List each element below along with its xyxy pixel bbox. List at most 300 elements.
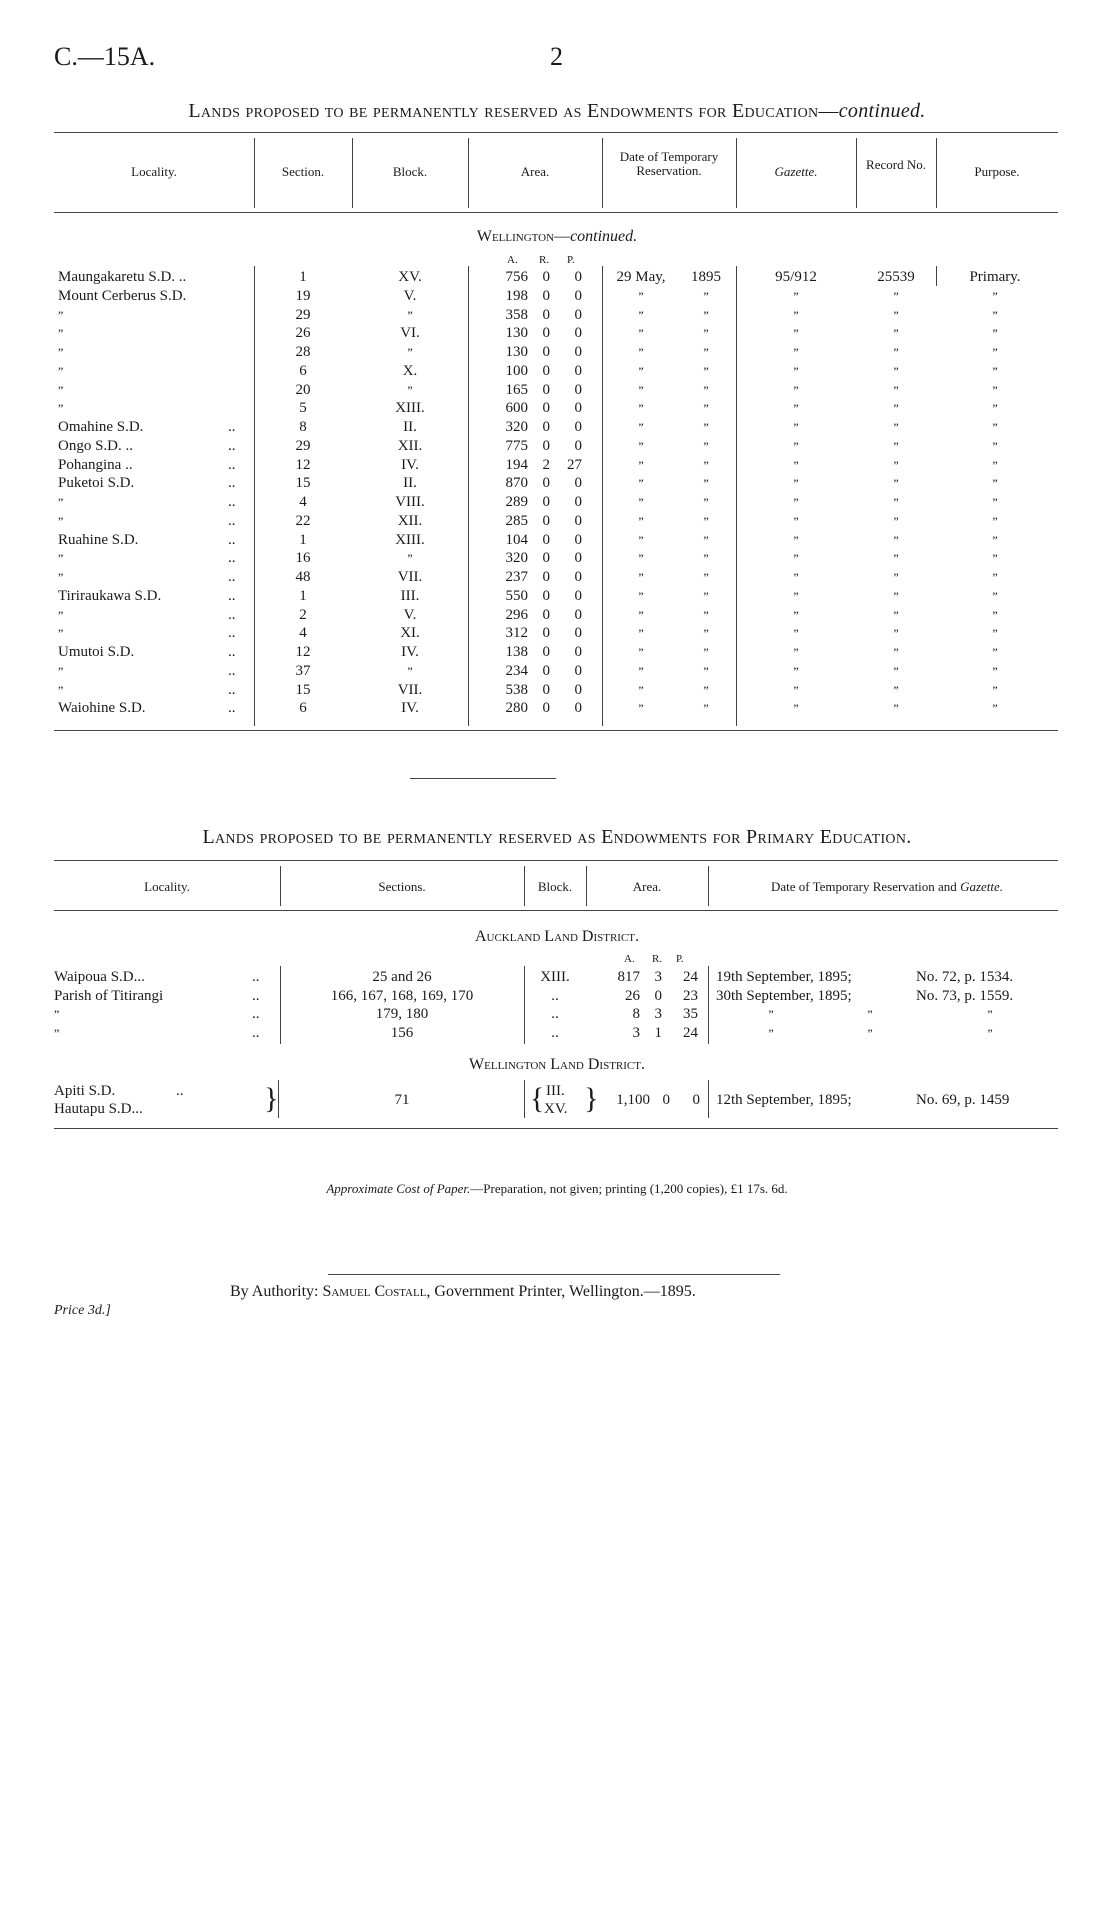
table1-cell-gazette: ” [793,307,799,322]
wellington-locality-dots: .. [176,1083,184,1099]
table1-cell-section: 26 [295,325,311,342]
table1-cell-record-no: ” [893,307,899,322]
table1-cell-purpose: ” [992,457,998,472]
table1-cell-purpose: Primary. [969,269,1021,285]
table1-district-continued: continued. [570,228,638,245]
table1-cell-record-no: ” [893,457,899,472]
table1-cell-gazette: ” [793,645,799,659]
table2-header-date-text: Date of Temporary Reservation and [770,879,961,894]
authority-line [230,1283,696,1301]
table1-cell-date-year: ” [703,457,709,472]
table1-cell-locality: Waiohine S.D. [58,700,146,717]
table1-cell-date-day: ” [638,382,644,397]
table1-cell-date-year: ” [703,345,709,359]
table1-cell-area-acres: 870 [505,475,528,492]
table2-cell-area-perches: 35 [683,1006,698,1022]
table1-cell-gazette: ” [793,626,799,641]
table1-cell-purpose: ” [992,682,998,697]
table1-cell-area-perches: 0 [574,287,582,304]
wellington-area-roods: 0 [662,1092,670,1108]
table1-cell-purpose: ” [992,288,998,303]
table2-cell-locality: Parish of Titirangi [54,987,164,1004]
table1-cell-locality: ” [58,682,64,697]
table1-cell-section: 29 [295,306,311,323]
table1-cell-area-perches: 0 [574,344,582,360]
table1-cell-locality: Puketoi S.D. [58,475,135,492]
table1-top-rule [54,132,1058,133]
table1-cell-date-year: ” [703,551,709,566]
table1-cell-date-year: ” [703,588,709,603]
wellington-locality-brace: } [264,1082,279,1115]
table1-cell-gazette: ” [793,663,799,678]
table1-title-continued: continued. [838,100,926,122]
table1-cell-area-acres: 130 [505,325,528,342]
wellington-gazette: No. 69, p. 1459 [916,1092,1010,1108]
table2-cell-gazette: ” [987,1007,993,1021]
table1-cell-block: II. [403,475,417,492]
table1-cell-date-day: ” [638,307,644,322]
table1-cell-record-no: ” [893,570,899,584]
table1-cell-area-acres: 320 [505,550,528,567]
table1-cell-area-acres: 285 [505,512,528,529]
table2-cell-gazette: No. 72, p. 1534. [916,969,1014,985]
table1-cell-area-acres: 756 [505,269,528,285]
table1-body-sep [602,266,603,726]
table1-cell-area-perches: 0 [574,512,582,529]
table1-cell-block: XI. [400,625,420,642]
table2-title: Lands proposed to be permanently reserved as Endowments for Primary Education. [202,826,912,848]
table1-cell-block: VIII. [395,494,425,510]
table1-cell-area-acres: 775 [505,437,528,454]
table1-cell-area-acres: 358 [505,306,528,323]
table1-cell-date-day: ” [638,457,644,472]
table2-cell-block: XIII. [540,969,570,985]
table2-cell-area-roods: 3 [654,1006,662,1022]
table2-cell-sections: 25 and 26 [372,969,432,985]
table1-cell-locality: ” [58,363,64,378]
table1-header-purpose: Purpose. [974,164,1020,179]
table1-cell-date-day: ” [638,363,644,378]
table1-cell-area-roods: 0 [542,531,550,548]
table1-cell-purpose: ” [992,363,998,378]
table1-cell-gazette: ” [793,420,799,434]
table2-cell-date: ” [768,1025,774,1040]
table2-cell-dots: .. [252,1006,260,1022]
table1-cell-block: XIII. [395,531,425,548]
wellington-area-acres: 1,100 [616,1092,650,1108]
table1-cell-block: VI. [400,325,420,342]
table1-cell-date-year: ” [703,645,709,659]
table1-cell-locality: ” [58,626,64,641]
table1-cell-record-no: ” [893,495,899,509]
table1-cell-date-year: ” [703,532,709,547]
table1-cell-area-roods: 0 [542,344,550,360]
table1-cell-block: VII. [397,569,423,585]
table2-cell-area-roods: 1 [654,1024,662,1041]
table1-cell-record-no: ” [893,513,899,528]
table1-cell-area-roods: 0 [542,569,550,585]
table1-cell-area-perches: 0 [574,700,582,717]
table1-cell-area-perches: 0 [574,269,582,285]
table2-cell-dots: .. [252,987,260,1004]
table1-cell-purpose: ” [992,645,998,659]
table1-cell-dots: .. [228,644,236,660]
table1-cell-section: 12 [295,644,311,660]
table1-cell-area-roods: 0 [542,606,550,623]
table1-cell-section: 6 [299,362,307,379]
table1-cell-date-day: 29 May, [616,269,666,285]
table2-cell-date-year: ” [867,1007,873,1021]
table1-cell-area-acres: 234 [505,662,528,679]
table2-bottom-rule [54,1128,1058,1129]
table1-cell-area-acres: 165 [505,381,528,398]
table1-cell-locality: Maungakaretu S.D. .. [58,269,187,285]
table1-cell-purpose: ” [992,307,998,322]
table2-cell-date-year: ” [867,1025,873,1040]
table1-cell-section: 28 [295,344,311,360]
table1-unit-acres: A. [507,254,518,266]
section-divider [410,778,556,779]
table1-cell-gazette: ” [793,345,799,359]
table1-cell-date-year: ” [703,495,709,509]
table1-cell-section: 16 [295,550,311,567]
table1-cell-purpose: ” [992,607,998,622]
price: Price 3d.] [54,1303,111,1318]
table1-cell-dots: .. [228,437,236,454]
table1-cell-area-roods: 0 [542,287,550,304]
table1-cell-gazette: ” [793,457,799,472]
table1-cell-block: ” [407,307,413,322]
table1-cell-block: IV. [401,456,419,473]
table1-cell-block: IV. [401,700,419,717]
authority-rule [328,1274,780,1275]
table1-cell-date-year: ” [703,307,709,322]
table1-cell-area-acres: 194 [505,456,528,473]
table1-cell-gazette: ” [793,401,799,416]
table1-cell-date-day: ” [638,495,644,509]
table1-cell-area-perches: 0 [574,437,582,454]
table2-cell-date: 19th September, 1895; [716,969,852,985]
table1-cell-date-day: ” [638,513,644,528]
table1-cell-area-acres: 538 [505,681,528,698]
authority-suffix: , Government Printer, Wellington.—1895. [426,1283,696,1300]
table1-cell-area-roods: 0 [542,494,550,510]
table1-cell-area-perches: 0 [574,381,582,398]
table1-cell-block: IV. [401,644,419,660]
table2-unit-roods: R. [652,953,663,965]
table1-cell-date-day: ” [638,626,644,641]
table1-title-main: Lands proposed to be permanently reserved as Endowments for Education— [188,100,839,122]
table1-district-name: Wellington— [476,228,571,245]
table1-cell-date-day: ” [638,438,644,453]
table1-cell-section: 4 [299,625,307,642]
table1-cell-date-year: ” [703,682,709,697]
table1-cell-record-no: ” [893,645,899,659]
wellington-block-brace-right: } [584,1082,599,1115]
table1-cell-block: XIII. [395,400,425,417]
table1-cell-locality: ” [58,663,64,678]
table1-cell-area-acres: 289 [505,494,528,510]
table1-cell-area-roods: 0 [542,512,550,529]
table1-cell-gazette: ” [793,701,799,716]
table1-cell-purpose: ” [992,663,998,678]
table1-cell-section: 1 [299,587,307,604]
table1-cell-area-perches: 0 [574,550,582,567]
table1-cell-section: 1 [299,531,307,548]
table2-district2: Wellington Land District. [469,1056,645,1073]
table1-cell-gazette: ” [793,476,799,491]
table1-cell-dots: .. [228,531,236,548]
table2-unit-perches: P. [676,953,684,965]
table1-cell-locality: ” [58,307,64,322]
table1-cell-date-year: ” [703,476,709,491]
table1-cell-gazette: ” [793,551,799,566]
table1-cell-section: 15 [295,475,311,492]
table1-cell-block: XII. [397,437,423,454]
table2-cell-dots: .. [252,1024,260,1041]
table1-header-block: Block. [392,164,428,179]
table1-cell-area-roods: 0 [542,419,550,435]
table1-cell-locality: ” [58,345,64,359]
table2-cell-area-acres: 3 [632,1024,640,1041]
table2-cell-gazette: ” [987,1025,993,1040]
table1-cell-date-day: ” [638,532,644,547]
table1-cell-record-no: ” [893,401,899,416]
table1-header-area: Area. [520,164,550,179]
table1-cell-purpose: ” [992,476,998,491]
table1-cell-date-year: ” [703,570,709,584]
table1-header-record: Record No. [866,157,926,172]
table1-cell-purpose: ” [992,382,998,397]
table1-cell-area-roods: 0 [542,644,550,660]
table1-cell-dots: .. [228,662,236,679]
table1-cell-area-acres: 600 [505,400,528,417]
table1-cell-area-roods: 0 [542,681,550,698]
table1-cell-area-acres: 138 [505,644,528,660]
table1-cell-area-roods: 0 [542,700,550,717]
table1-cell-section: 2 [299,606,307,623]
table2-header-area: Area. [632,879,662,894]
table1-cell-block: V. [403,287,417,304]
table1-cell-date-year: ” [703,382,709,397]
table1-cell-area-acres: 198 [505,287,528,304]
table1-cell-block: XII. [397,512,423,529]
table2-cell-gazette: No. 73, p. 1559. [916,987,1014,1004]
wellington-block-iii: III. [546,1083,565,1099]
table1-cell-section: 8 [299,419,307,435]
table1-cell-date-year: ” [703,288,709,303]
table1-cell-area-perches: 0 [574,419,582,435]
table1-cell-date-year: ” [703,438,709,453]
table1-cell-section: 15 [295,681,311,698]
table2-cell-block: .. [551,1006,559,1022]
table1-cell-area-acres: 130 [505,344,528,360]
table1-cell-locality: Ongo S.D. .. [58,437,134,454]
table1-cell-area-perches: 0 [574,644,582,660]
document-code: C.—15A. [54,42,156,71]
table2-cell-area-perches: 23 [683,987,698,1004]
table1-cell-record-no: ” [893,626,899,641]
authority-printer: Samuel Costall [322,1283,427,1300]
table1-cell-date-year: ” [703,326,709,341]
table1-cell-area-perches: 0 [574,494,582,510]
table1-cell-record-no: ” [893,382,899,397]
table1-cell-date-year: ” [703,420,709,434]
table1-cell-area-roods: 0 [542,587,550,604]
table1-cell-dots: .. [228,419,236,435]
cost-of-paper [0,1181,1114,1197]
table2-cell-locality: Waipoua S.D... [54,969,145,985]
authority-prefix: By Authority: [230,1283,323,1300]
table1-cell-record-no: 25539 [877,269,915,285]
table2-unit-acres: A. [624,953,635,965]
table2-cell-area-perches: 24 [683,1024,698,1041]
table1-cell-area-perches: 0 [574,400,582,417]
table1-cell-area-perches: 27 [567,456,582,473]
table2-cell-sections: 156 [390,1024,414,1041]
table1-cell-area-acres: 100 [505,362,528,379]
table1-cell-area-perches: 0 [574,587,582,604]
table1-cell-record-no: ” [893,288,899,303]
table1-cell-area-roods: 0 [542,381,550,398]
table1-cell-area-acres: 312 [505,625,528,642]
table1-cell-section: 48 [295,569,311,585]
table1-cell-date-day: ” [638,607,644,622]
table2-cell-area-acres: 817 [617,969,640,985]
table1-cell-block: III. [400,587,420,604]
table1-cell-section: 20 [295,381,311,398]
wellington-area-perches: 0 [692,1092,700,1108]
table1-cell-dots: .. [228,569,236,585]
table1-header-rule [54,212,1058,213]
table1-cell-section: 5 [299,400,307,417]
page-number: 2 [550,42,563,71]
table2-header-block: Block. [537,879,573,894]
table1-cell-area-roods: 0 [542,437,550,454]
table2-cell-date: ” [768,1007,774,1021]
table2-body-sep [708,966,709,1044]
table1-cell-block: VII. [397,681,423,698]
table1-cell-area-roods: 0 [542,475,550,492]
table1-cell-area-roods: 0 [542,325,550,342]
table1-cell-date-day: ” [638,420,644,434]
table1-cell-purpose: ” [992,326,998,341]
table2-cell-area-acres: 8 [632,1006,640,1022]
table1-cell-record-no: ” [893,701,899,716]
table2-cell-block: .. [551,987,559,1004]
table1-district-heading [0,228,1114,246]
table1-cell-locality: ” [58,551,64,566]
table1-cell-gazette: ” [793,682,799,697]
table1-cell-locality: ” [58,570,64,584]
table1-cell-purpose: ” [992,438,998,453]
table2-body-sep [708,1080,709,1118]
table1-cell-area-roods: 0 [542,550,550,567]
table2-cell-dots: .. [252,969,260,985]
table1-cell-date-day: ” [638,401,644,416]
table1-cell-gazette: ” [793,382,799,397]
table1-cell-gazette: ” [793,607,799,622]
table1-cell-gazette: ” [793,570,799,584]
table1-cell-area-acres: 550 [505,587,528,604]
table2-cell-date: 30th September, 1895; [716,987,852,1004]
table1-cell-date-day: ” [638,663,644,678]
table1-cell-date-day: ” [638,701,644,716]
table1-cell-date-day: ” [638,326,644,341]
table1-cell-section: 6 [299,700,307,717]
table1-cell-section: 19 [295,287,311,304]
table1-cell-dots: .. [228,494,236,510]
table2-cell-sections: 179, 180 [375,1006,429,1022]
table1-cell-date-day: ” [638,588,644,603]
table1-cell-date-year: ” [703,701,709,716]
table1-cell-record-no: ” [893,420,899,434]
table2-header-sections: Sections. [378,879,426,894]
table1-cell-locality: ” [58,326,64,341]
table2-body-sep [278,1080,279,1118]
table2-cell-area-roods: 3 [654,969,662,985]
table1-cell-locality: ” [58,495,64,509]
table1-cell-area-perches: 0 [574,681,582,698]
table1-cell-area-acres: 280 [505,700,528,717]
table2-header-gazette: Gazette. [960,879,1004,894]
cost-label: Approximate Cost of Paper. [326,1181,471,1196]
table1-cell-area-perches: 0 [574,362,582,379]
table1-cell-gazette: ” [793,588,799,603]
table1-cell-record-no: ” [893,607,899,622]
table1-cell-dots: .. [228,512,236,529]
table1-cell-record-no: ” [893,326,899,341]
table2-district1: Auckland Land District. [474,928,640,945]
table1-cell-locality: Mount Cerberus S.D. [58,287,187,304]
table1-cell-record-no: ” [893,663,899,678]
table1-cell-record-no: ” [893,345,899,359]
table1-col-sep [856,138,857,208]
table1-cell-dots: .. [228,550,236,567]
table1-cell-purpose: ” [992,588,998,603]
table1-cell-area-acres: 237 [505,569,528,585]
table1-cell-gazette: 95/912 [775,269,817,285]
table1-cell-section: 4 [299,494,307,510]
table1-cell-record-no: ” [893,532,899,547]
table2-cell-area-acres: 26 [625,987,640,1004]
table2-top-rule [54,860,1058,861]
table1-cell-area-perches: 0 [574,531,582,548]
table1-cell-purpose: ” [992,495,998,509]
wellington-sections: 71 [394,1092,410,1108]
table1-cell-area-perches: 0 [574,325,582,342]
table1-cell-block: ” [407,551,413,566]
table1-cell-area-acres: 296 [505,606,528,623]
table1-cell-section: 37 [295,662,311,679]
table1-cell-purpose: ” [992,345,998,359]
table2-header-locality: Locality. [144,879,190,894]
table2-cell-area-perches: 24 [683,969,698,985]
table1-header-section: Section. [281,164,325,179]
table1-cell-purpose: ” [992,532,998,547]
table1-cell-block: ” [407,345,413,359]
table1-cell-record-no: ” [893,588,899,603]
table2-header-rule [54,910,1058,911]
table1-cell-dots: .. [228,475,236,492]
table1-cell-locality: ” [58,513,64,528]
table1-cell-date-day: ” [638,345,644,359]
table1-unit-roods: R. [539,254,550,266]
table2-cell-locality: ” [54,1007,60,1021]
table1-cell-date-day: ” [638,570,644,584]
table1-cell-area-roods: 0 [542,400,550,417]
table1-header-locality: Locality. [131,164,177,179]
